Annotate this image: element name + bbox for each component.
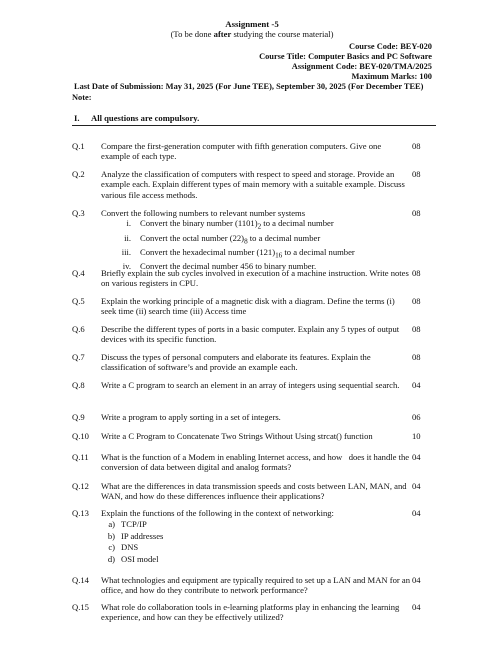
question-number: Q.4 <box>72 268 85 278</box>
list-item-b <box>101 531 411 541</box>
sub-base: 16 <box>275 251 283 260</box>
sub-text-pre: Convert the decimal number 456 to binary number. <box>140 260 317 271</box>
subtitle-bold: after <box>213 29 232 39</box>
question-marks: 08 <box>412 141 421 151</box>
question-number: Q.6 <box>72 324 85 334</box>
question-text: What role do collaboration tools in e-learning platforms play in enhancing the learning experience, and how can they be effectively utilized? <box>101 602 400 623</box>
question-text: What are the differences in data transmission speeds and costs between LAN, MAN, and WAN, and how do these differences influence their applications? <box>101 481 407 502</box>
question-text: What is the function of a Modem in enabling Internet access, and how does it handle the conversion of data between digital and analog formats? <box>101 452 412 473</box>
assignment-code: Assignment Code: BEY-020/TMA/2025 <box>291 62 432 71</box>
sub-text-post: to a decimal number <box>282 246 355 257</box>
question-number: Q.2 <box>72 169 85 179</box>
section-label: All questions are compulsory. <box>91 113 200 123</box>
item-text: DNS <box>121 542 139 553</box>
sub-label: iv. <box>122 260 131 271</box>
question-text: Convert the following numbers to relevant number systems <box>101 208 306 218</box>
question-marks: 08 <box>412 352 421 362</box>
question-body <box>101 208 411 271</box>
sub-label: iii. <box>121 246 131 257</box>
item-label: b) <box>107 530 115 541</box>
course-title: Course Title: Computer Basics and PC Software <box>259 52 432 61</box>
question-text: Discuss the types of personal computers and elaborate its features. Explain the classification of software’s and provide an example each. <box>101 352 371 373</box>
sub-text-post: to a decimal number <box>247 232 321 243</box>
question-marks: 08 <box>412 169 421 179</box>
question-marks: 04 <box>412 452 421 462</box>
question-number: Q.5 <box>72 296 85 306</box>
item-text: IP addresses <box>121 530 164 541</box>
question-text: Write a C program to search an element in an array of integers using sequential search. <box>101 380 400 390</box>
question-text: Briefly explain the sub cycles involved in execution of a machine instruction. Write notes on various registers in CPU. <box>101 268 409 289</box>
question-number: Q.11 <box>72 452 89 462</box>
question-marks: 08 <box>412 324 421 334</box>
question-number: Q.14 <box>72 575 89 585</box>
question-text: Compare the first-generation computer with fifth generation computers. Give one example of each type. <box>101 141 382 162</box>
sub-question-iii <box>101 247 411 261</box>
question-text: Write a C Program to Concatenate Two Strings Without Using strcat() function <box>101 431 373 441</box>
page-title: Assignment -5 <box>225 19 279 29</box>
question-number: Q.10 <box>72 431 89 441</box>
question-number: Q.13 <box>72 508 89 518</box>
question-marks: 04 <box>412 575 421 585</box>
question-number: Q.3 <box>72 208 85 218</box>
item-label: d) <box>107 553 115 564</box>
maximum-marks: Maximum Marks: 100 <box>351 72 432 81</box>
item-text: OSI model <box>121 553 159 564</box>
item-label: a) <box>108 519 115 530</box>
section-number: I. <box>74 113 80 123</box>
section-divider <box>72 125 436 126</box>
page-subtitle <box>0 29 504 39</box>
question-marks: 04 <box>412 481 421 491</box>
list-item-d <box>101 554 411 564</box>
note-label: Note: <box>72 93 92 102</box>
question-number: Q.8 <box>72 380 85 390</box>
question-marks: 08 <box>412 296 421 306</box>
question-marks: 10 <box>412 431 421 441</box>
question-body <box>101 508 411 564</box>
question-number: Q.15 <box>72 602 89 612</box>
sub-text-pre: Convert the hexadecimal number (121) <box>140 246 276 257</box>
section-heading <box>74 113 199 123</box>
item-label: c) <box>108 542 115 553</box>
question-marks: 04 <box>412 508 421 518</box>
sub-label: ii. <box>124 232 131 243</box>
sub-text-post: to a decimal number <box>261 218 334 229</box>
sub-question-i <box>101 218 411 232</box>
item-text: TCP/IP <box>121 519 147 530</box>
list-item-c <box>101 542 411 552</box>
sub-question-ii <box>101 233 411 247</box>
question-marks: 08 <box>412 208 421 218</box>
question-number: Q.12 <box>72 481 89 491</box>
question-text: Analyze the classification of computers with respect to speed and storage. Provide an example each. Explain different types of main memory with a suitable example. Discuss various file access methods. <box>101 169 405 200</box>
list-item-a <box>101 519 411 529</box>
question-number: Q.1 <box>72 141 85 151</box>
sub-text-pre: Convert the octal number (22) <box>140 232 245 243</box>
course-code: Course Code: BEY-020 <box>349 42 432 51</box>
question-text: Explain the functions of the following in the context of networking: <box>101 508 334 518</box>
sub-base: 8 <box>244 237 248 246</box>
question-marks: 04 <box>412 380 421 390</box>
sub-base: 2 <box>257 223 262 232</box>
sub-label: i. <box>126 218 131 229</box>
question-text: Explain the working principle of a magnetic disk with a diagram. Define the terms (i) seek time (ii) search time (iii) Access time <box>101 296 395 317</box>
question-marks: 06 <box>412 412 421 422</box>
subtitle-post: studying the course material) <box>231 29 334 39</box>
subtitle-pre: (To be done <box>170 29 214 39</box>
question-number: Q.7 <box>72 352 85 362</box>
question-number: Q.9 <box>72 412 85 422</box>
submission-deadline: Last Date of Submission: May 31, 2025 (For June TEE), September 30, 2025 (For December TEE) <box>74 82 424 91</box>
question-marks: 08 <box>412 268 421 278</box>
question-text: Describe the different types of ports in a basic computer. Explain any 5 types of output devices with its specific function. <box>101 324 400 345</box>
question-text: Write a program to apply sorting in a set of integers. <box>101 412 281 422</box>
question-text: What technologies and equipment are typically required to set up a LAN and MAN for an office, and how do they contribute to network performance? <box>101 575 411 596</box>
question-marks: 04 <box>412 602 421 612</box>
sub-text-pre: Convert the binary number (1101) <box>140 218 258 229</box>
